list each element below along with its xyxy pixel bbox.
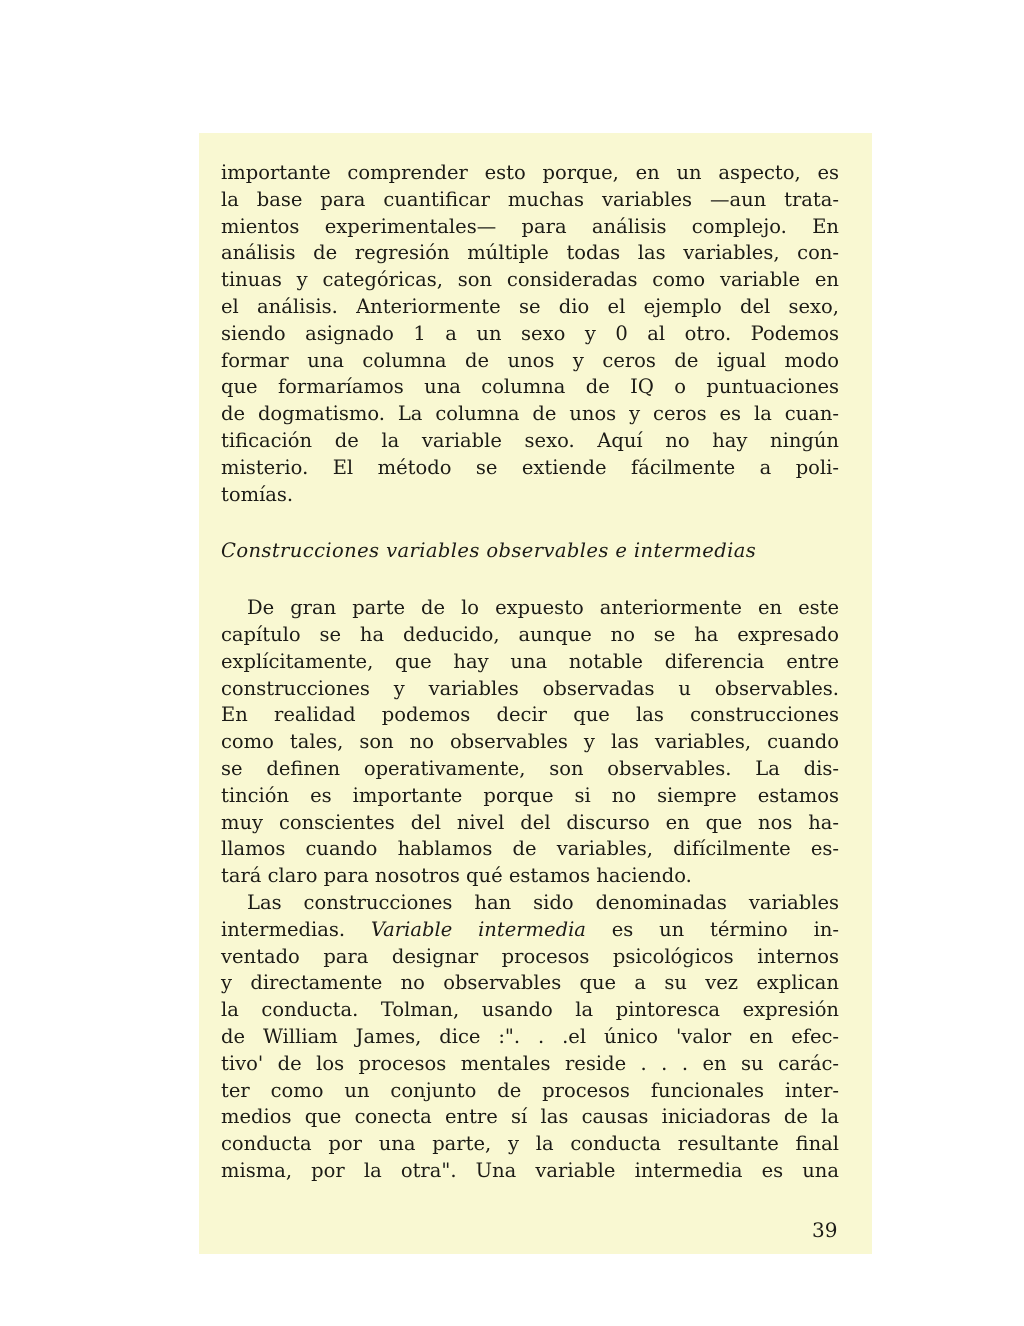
page-number: 39 bbox=[812, 1218, 838, 1242]
paragraph-3 bbox=[221, 890, 839, 1185]
text-line: tomías. bbox=[221, 482, 294, 506]
paragraph-2 bbox=[221, 595, 839, 890]
text-line: de William James, dice :". . .el único 'valor en efec- bbox=[221, 1024, 839, 1048]
text-line: mientos experimentales— para análisis complejo. En bbox=[221, 214, 839, 238]
text-line: tará claro para nosotros qué estamos haciendo. bbox=[221, 864, 692, 888]
text-line: ter como un conjunto de procesos funcionales inter- bbox=[221, 1078, 839, 1102]
text-line: se definen operativamente, son observables. La dis- bbox=[221, 756, 839, 780]
text-line: importante comprender esto porque, en un aspecto, es bbox=[221, 161, 839, 184]
text-line: tivo' de los procesos mentales reside . . . en su carác- bbox=[221, 1051, 839, 1075]
text-line: y directamente no observables que a su vez explican bbox=[221, 971, 839, 995]
text-line: muy conscientes del nivel del discurso en que nos ha- bbox=[221, 810, 839, 834]
text-line: explícitamente, que hay una notable diferencia entre bbox=[221, 649, 839, 673]
text-line: llamos cuando hablamos de variables, difícilmente es- bbox=[221, 837, 839, 861]
text-fragment: intermedias. bbox=[221, 917, 371, 941]
text-line: formar una columna de unos y ceros de igual modo bbox=[221, 348, 839, 372]
text-line: construcciones y variables observadas u observables. bbox=[221, 676, 839, 700]
text-line: misterio. El método se extiende fácilmente a poli- bbox=[221, 455, 839, 479]
text-line: siendo asignado 1 a un sexo y 0 al otro. Podemos bbox=[221, 321, 839, 345]
text-line: medios que conecta entre sí las causas iniciadoras de la bbox=[221, 1105, 839, 1129]
text-line: En realidad podemos decir que las construcciones bbox=[221, 703, 839, 727]
text-fragment: es un término in- bbox=[585, 917, 839, 941]
text-line: conducta por una parte, y la conducta resultante final bbox=[221, 1132, 839, 1156]
page-text bbox=[221, 160, 839, 1185]
text-line: tificación de la variable sexo. Aquí no hay ningún bbox=[221, 428, 839, 452]
text-line: de dogmatismo. La columna de unos y ceros es la cuan- bbox=[221, 402, 839, 426]
paragraph-1 bbox=[221, 160, 839, 508]
text-line: el análisis. Anteriormente se dio el ejemplo del sexo, bbox=[221, 294, 839, 318]
text-line: que formaríamos una columna de IQ o puntuaciones bbox=[221, 375, 839, 399]
text-line: tinuas y categóricas, son consideradas como variable en bbox=[221, 268, 839, 292]
text-line: misma, por la otra". Una variable intermedia es una bbox=[221, 1158, 839, 1182]
text-line: la conducta. Tolman, usando la pintoresca expresión bbox=[221, 998, 839, 1022]
text-line: como tales, son no observables y las variables, cuando bbox=[221, 730, 839, 754]
text-line: ventado para designar procesos psicológicos internos bbox=[221, 944, 839, 968]
text-line: tinción es importante porque si no siempre estamos bbox=[221, 783, 839, 807]
text-line: De gran parte de lo expuesto anteriormente en este bbox=[247, 596, 839, 620]
italic-term: Variable intermedia bbox=[370, 917, 586, 941]
section-heading: Construcciones variables observables e intermedias bbox=[221, 539, 757, 563]
text-line: capítulo se ha deducido, aunque no se ha expresado bbox=[221, 622, 839, 646]
text-line-with-term bbox=[221, 917, 839, 944]
text-line: Las construcciones han sido denominadas variables bbox=[247, 890, 839, 914]
text-line: análisis de regresión múltiple todas las variables, con- bbox=[221, 241, 839, 265]
text-line: la base para cuantificar muchas variables —aun trata- bbox=[221, 187, 839, 211]
